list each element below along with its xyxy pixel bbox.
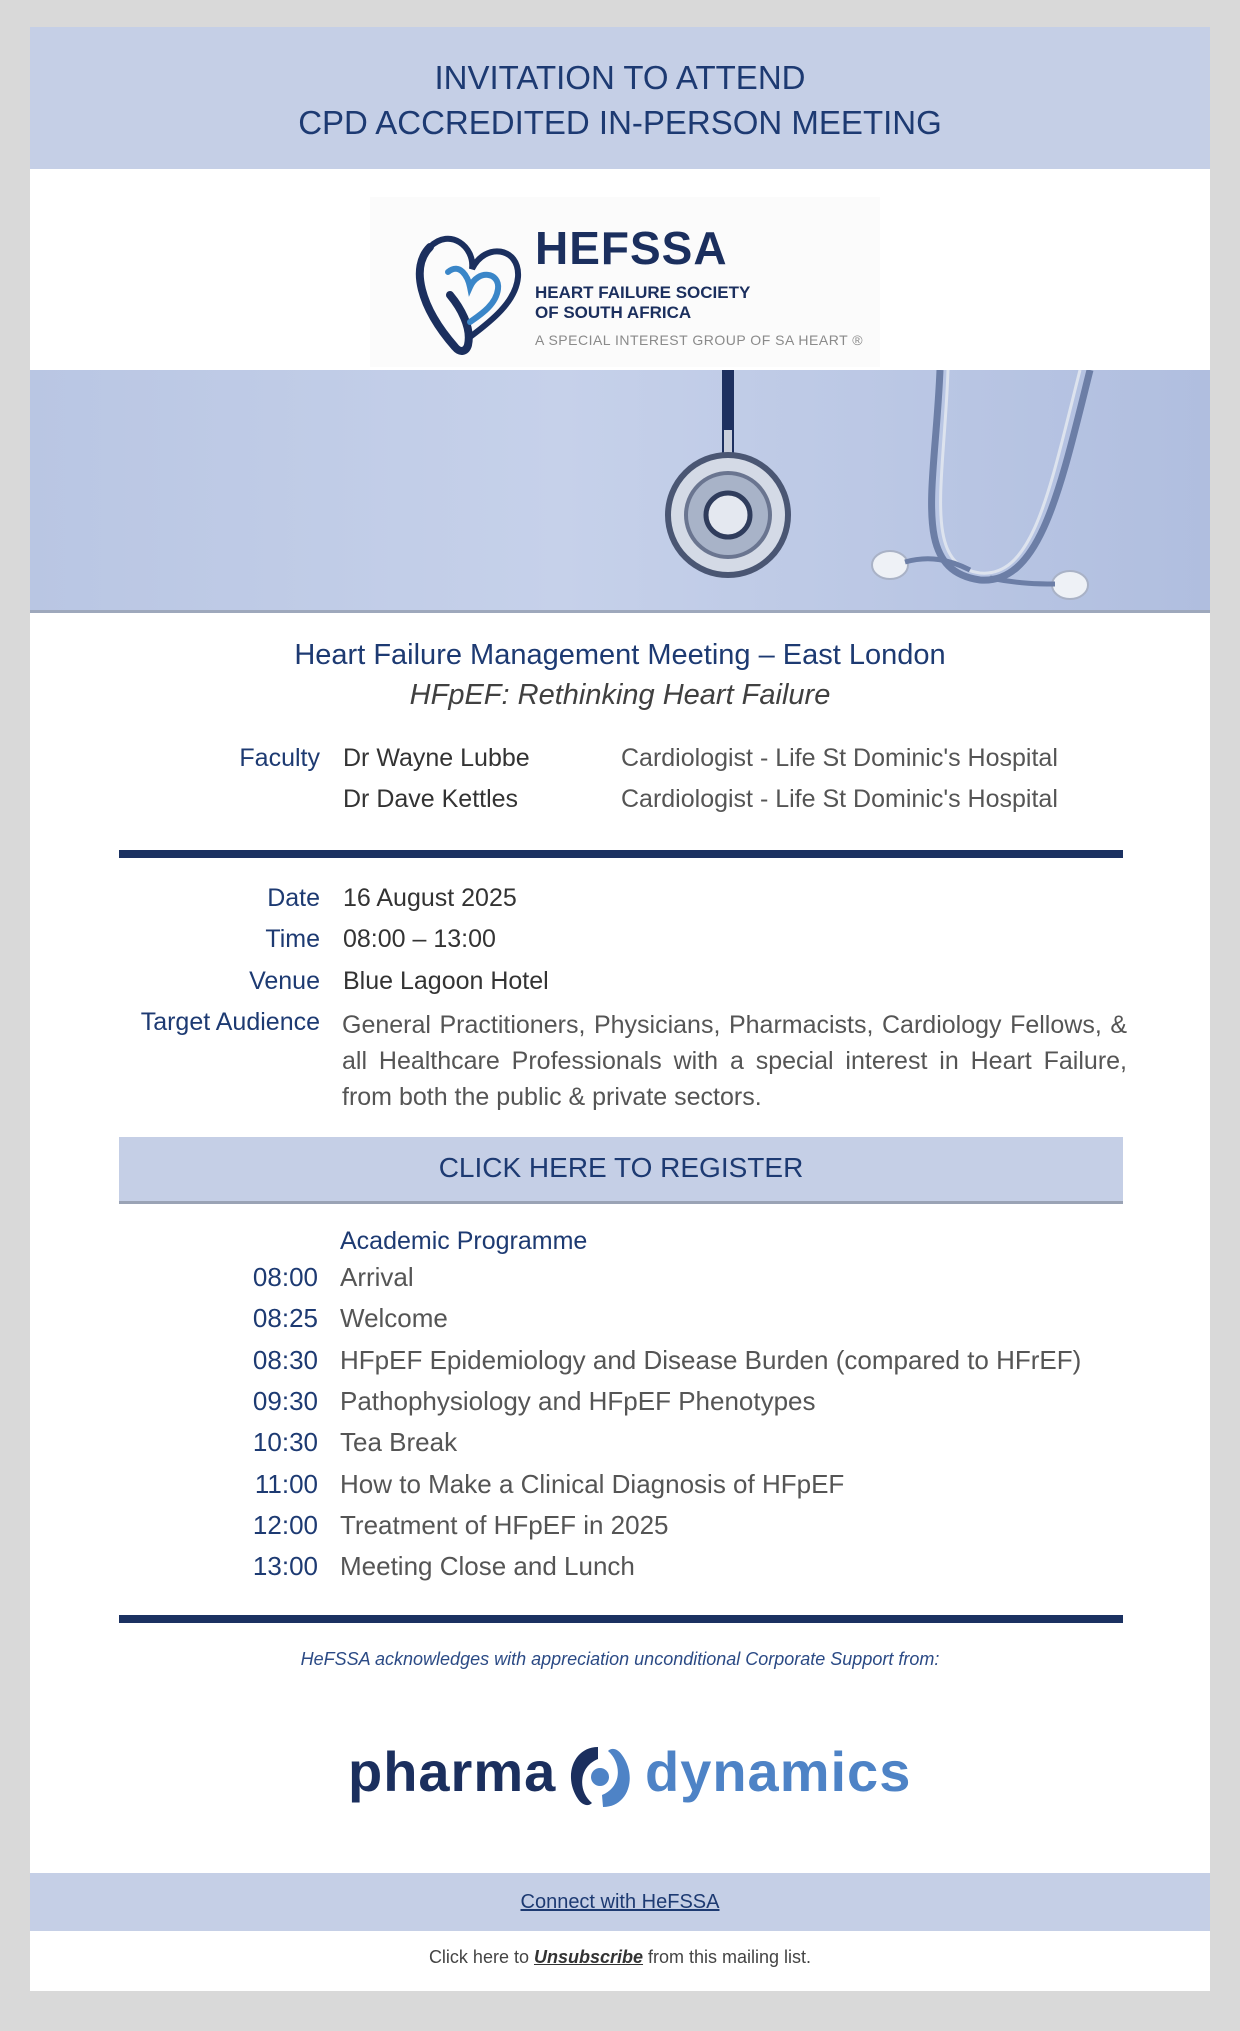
divider-rule-2 bbox=[119, 1615, 1123, 1623]
programme-time: 08:25 bbox=[252, 1303, 318, 1334]
heart-logo-icon bbox=[410, 227, 530, 357]
logo-wordmark: HEFSSA bbox=[535, 222, 728, 274]
meeting-subtitle: HFpEF: Rethinking Heart Failure bbox=[409, 679, 831, 711]
time-value: 08:00 – 13:00 bbox=[343, 925, 496, 953]
venue-label: Venue bbox=[249, 967, 320, 995]
sponsor-name-right: dynamics bbox=[645, 1740, 912, 1803]
programme-item: Treatment of HFpEF in 2025 bbox=[340, 1509, 669, 1540]
logo-tagline: A SPECIAL INTEREST GROUP OF SA HEART ® bbox=[535, 332, 864, 348]
faculty-name-2: Dr Dave Kettles bbox=[343, 785, 519, 813]
programme-item: Tea Break bbox=[340, 1427, 458, 1458]
logo-line-2: OF SOUTH AFRICA bbox=[535, 303, 692, 322]
audience-label: Target Audience bbox=[140, 1008, 320, 1036]
connect-link[interactable]: Connect with HeFSSA bbox=[520, 1891, 720, 1913]
programme-item: Arrival bbox=[340, 1262, 414, 1292]
faculty-role-1: Cardiologist - Life St Dominic's Hospital bbox=[621, 744, 1058, 772]
programme-item: How to Make a Clinical Diagnosis of HFpEF bbox=[340, 1468, 845, 1499]
faculty-role-2: Cardiologist - Life St Dominic's Hospital bbox=[621, 785, 1058, 813]
venue-value: Blue Lagoon Hotel bbox=[343, 967, 549, 995]
hefssa-logo bbox=[370, 197, 880, 367]
programme-item: Meeting Close and Lunch bbox=[340, 1551, 635, 1582]
programme-time: 08:00 bbox=[252, 1262, 318, 1292]
sponsor-name-left: pharma bbox=[348, 1740, 557, 1803]
email-container bbox=[30, 27, 1210, 1991]
header-line-2: CPD ACCREDITED IN-PERSON MEETING bbox=[298, 104, 942, 141]
programme-title: Academic Programme bbox=[340, 1227, 588, 1255]
date-value: 16 August 2025 bbox=[343, 884, 517, 912]
unsubscribe-line bbox=[30, 1947, 1210, 1968]
programme-time: 12:00 bbox=[252, 1509, 318, 1540]
faculty-label: Faculty bbox=[239, 744, 320, 772]
programme-time: 13:00 bbox=[252, 1551, 318, 1582]
divider-rule bbox=[119, 850, 1123, 858]
logo-line-1: HEART FAILURE SOCIETY bbox=[535, 283, 751, 302]
sponsor-swirl-icon bbox=[558, 1737, 640, 1817]
programme-time: 09:30 bbox=[252, 1385, 318, 1416]
footer-band bbox=[30, 1873, 1210, 1931]
programme-item: HFpEF Epidemiology and Disease Burden (compared to HFrEF) bbox=[340, 1344, 1082, 1375]
header-line-1: INVITATION TO ATTEND bbox=[434, 59, 806, 96]
register-button[interactable]: CLICK HERE TO REGISTER bbox=[119, 1137, 1123, 1204]
programme-time: 11:00 bbox=[254, 1468, 318, 1499]
stethoscope-banner bbox=[30, 370, 1210, 613]
stethoscope-icon bbox=[30, 370, 1210, 610]
unsubscribe-suffix: from this mailing list. bbox=[643, 1947, 812, 1967]
programme-time: 08:30 bbox=[252, 1344, 318, 1375]
audience-value: General Practitioners, Physicians, Pharmacists, Cardiology Fellows, & all Healthcare Professionals with a special interest in Heart Failure, from both the public & private sectors. bbox=[342, 1011, 1127, 1111]
faculty-name-1: Dr Wayne Lubbe bbox=[343, 744, 530, 772]
programme-item: Pathophysiology and HFpEF Phenotypes bbox=[340, 1385, 816, 1416]
header-band bbox=[30, 27, 1210, 169]
logo-society-name bbox=[535, 283, 750, 323]
unsubscribe-prefix: Click here to bbox=[428, 1947, 534, 1967]
meeting-title: Heart Failure Management Meeting – East London bbox=[294, 639, 946, 671]
programme-item: Welcome bbox=[340, 1303, 448, 1334]
acknowledgement-text: HeFSSA acknowledges with appreciation unconditional Corporate Support from: bbox=[300, 1649, 940, 1669]
time-label: Time bbox=[265, 925, 320, 953]
sponsor-logo bbox=[30, 1727, 1210, 1817]
unsubscribe-link[interactable]: Unsubscribe bbox=[533, 1947, 644, 1967]
programme-time: 10:30 bbox=[252, 1427, 318, 1458]
date-label: Date bbox=[267, 884, 320, 912]
